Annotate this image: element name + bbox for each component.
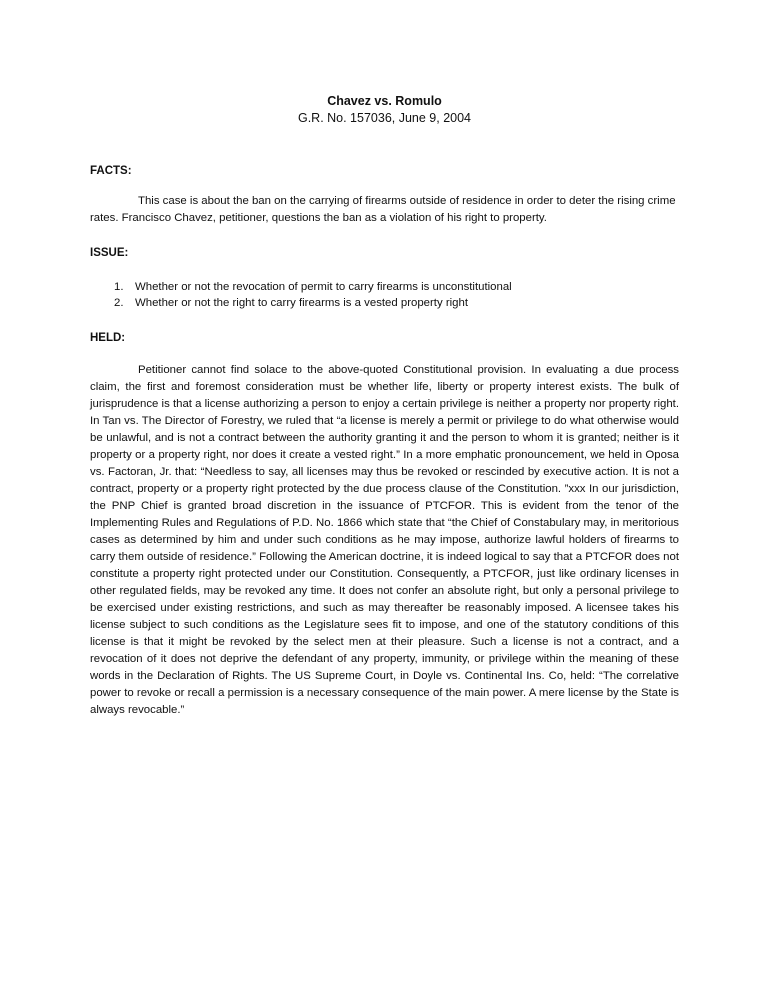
- issue-text: Whether or not the right to carry firearms is a vested property right: [135, 297, 468, 309]
- document-page: [90, 0, 679, 994]
- issue-number: 2.: [114, 297, 124, 309]
- held-heading: HELD:: [90, 332, 126, 344]
- issue-heading: ISSUE:: [90, 247, 129, 259]
- facts-paragraph: This case is about the ban on the carrying of firearms outside of residence in order to deter the rising crime rates. Francisco Chavez, petitioner, questions the ban as a violation of his right to property.: [90, 195, 676, 224]
- issue-item: [114, 295, 679, 311]
- held-paragraph: Petitioner cannot find solace to the above-quoted Constitutional provision. In evaluating a due process claim, the first and foremost consideration must be whether life, liberty or property interest exists. The bulk of jurisprudence is that a license authorizing a person to enjoy a certain privilege is neither a property nor property right. In Tan vs. The Director of Forestry, we ruled that “a license is merely a permit or privilege to do what otherwise would be unlawful, and is not a contract between the authority granting it and the person to whom it is granted; neither is it property or a property right, nor does it create a vested right.” In a more emphatic pronouncement, we held in Oposa vs. Factoran, Jr. that: “Needless to say, all licenses may thus be revoked or rescinded by executive action. It is not a contract, property or a property right protected by the due process clause of the Constitution. ”xxx In our jurisdiction, the PNP Chief is granted broad discretion in the issuance of PTCFOR. This is evident from the tenor of the Implementing Rules and Regulations of P.D. No. 1866 which state that “the Chief of Constabulary may, in meritorious cases as determined by him and under such conditions as he may impose, authorize lawful holders of firearms to carry them outside of residence.” Following the American doctrine, it is indeed logical to say that a PTCFOR does not constitute a property right protected under our Constitution. Consequently, a PTCFOR, just like ordinary licenses in other regulated fields, may be revoked any time. It does not confer an absolute right, but only a personal privilege to be exercised under existing restrictions, and such as may thereafter be reasonably imposed. A licensee takes his license subject to such conditions as the Legislature sees fit to impose, and one of the statutory conditions of this license is that it might be revoked by the select men at their pleasure. Such a license is not a contract, and a revocation of it does not deprive the defendant of any property, immunity, or privilege within the meaning of these words in the Declaration of Rights. The US Supreme Court, in Doyle vs. Continental Ins. Co, held: “The correlative power to revoke or recall a permission is a necessary consequence of the main power. A mere license by the State is always revocable.”: [90, 364, 679, 716]
- case-citation: G.R. No. 157036, June 9, 2004: [297, 111, 472, 125]
- issues-list: [114, 279, 679, 311]
- document-title: Chavez vs. Romulo: [327, 94, 442, 108]
- facts-heading: FACTS:: [90, 165, 132, 177]
- issue-text: Whether or not the revocation of permit to carry firearms is unconstitutional: [135, 281, 512, 293]
- issue-number: 1.: [114, 281, 124, 293]
- issue-item: [114, 279, 679, 295]
